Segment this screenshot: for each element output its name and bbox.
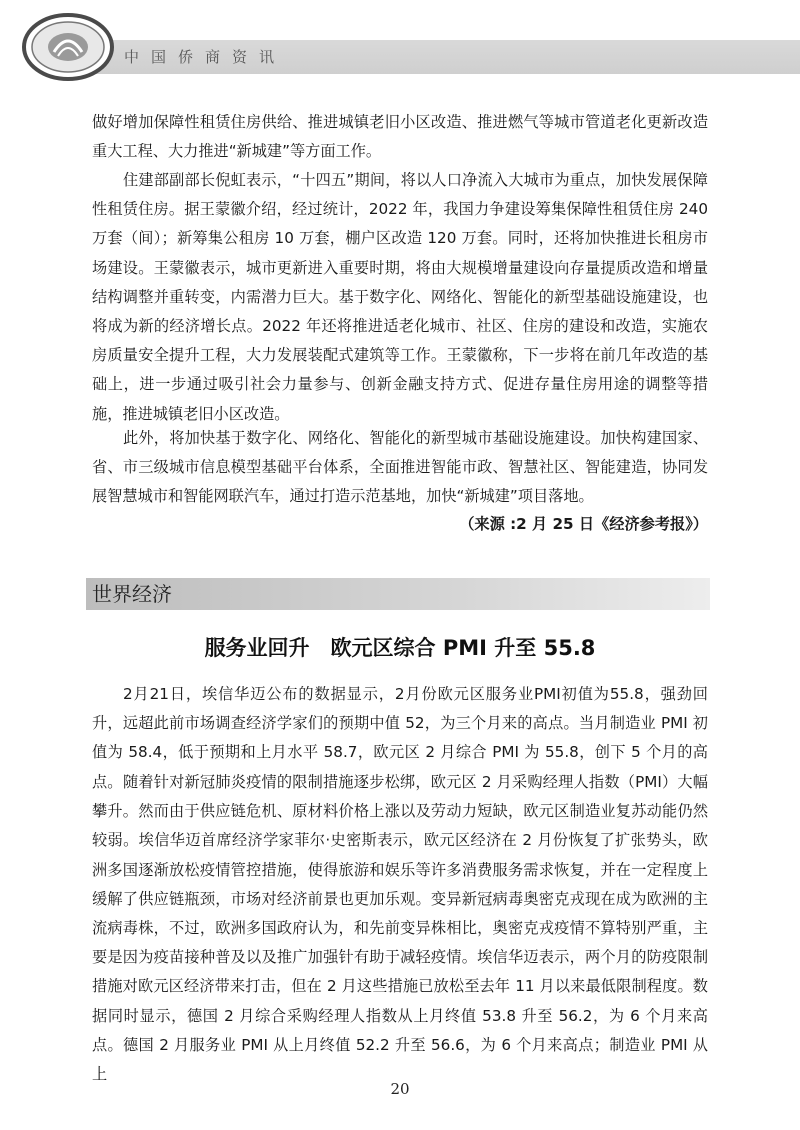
article1-paragraph: 住建部副部长倪虹表示，“十四五”期间，将以人口净流入大城市为重点，加快发展保障性租赁住房。据王蒙徽介绍，经过统计，2022 年，我国力争建设筹集保障性租赁住房 240 万套（间）；新筹集公租房 10 万套，棚户区改造 120 万套。同时，还将加快推进长租房市场建设。王蒙徽表示，城市更新进入重要时期，将由大规模增量建设向存量提质改造和增量结构调整并重转变，内需潜力巨大。基于数字化、网络化、智能化的新型基础设施建设，也将成为新的经济增长点。2022 年还将推进适老化城市、社区、住房的建设和改造，实施农房质量安全提升工程，大力发展装配式建筑等工作。王蒙徽称，下一步将在前几年改造的基础上，进一步通过吸引社会力量参与、创新金融支持方式、促进存量住房用途的调整等措施，推进城镇老旧小区改造。: [92, 171, 708, 423]
article2-paragraph: 随着针对新冠肺炎疫情的限制措施逐步松绑，欧元区 2 月采购经理人指数（PMI）大幅攀升。然而由于供应链危机、原材料价格上涨以及劳动力短缺，欧元区制造业复苏动能仍然较弱。埃信华迈首席经济学家菲尔·史密斯表示，欧元区经济在 2 月份恢复了扩张势头，欧洲多国逐渐放松疫情管控措施，使得旅游和娱乐等许多消费服务需求恢复，并在一定程度上缓解了供应链瓶颈，市场对经济前景也更加乐观。变异新冠病毒奥密克戎现在成为欧洲的主流病毒株，不过，欧洲多国政府认为，和先前变异株相比，奥密克戎疫情不算特别严重，主要是因为疫苗接种普及以及推广加强针有助于减轻疫情。埃信华迈表示，两个月的防疫限制措施对欧元区经济带来打击，但在 2 月这些措施已放松至去年 11 月以来最低限制程度。数据同时显示，德国 2 月综合采购经理人指数从上月终值 53.8 升至 56.2，为 6 个月来高点。德国 2 月服务业 PMI 从上月终值 52.2 升至 56.6，为 6 个月来高点；制造业 PMI 从上: [92, 773, 708, 1084]
section-label: 世界经济: [92, 582, 172, 606]
article1-paragraph: 此外，将加快基于数字化、网络化、智能化的新型城市基础设施建设。加快构建国家、省、市三级城市信息模型基础平台体系，全面推进智能市政、智慧社区、智能建造，协同发展智慧城市和智能网联汽车，通过打造示范基地，加快“新城建”项目落地。: [92, 429, 708, 506]
section-bar: [86, 578, 710, 610]
page-number: 20: [390, 1080, 410, 1098]
article1-source: （来源 :2 月 25 日《经济参考报》）: [459, 515, 708, 533]
article2-headline: 服务业回升 欧元区综合 PMI 升至 55.8: [204, 636, 596, 660]
article2-paragraph: 2月21日，埃信华迈公布的数据显示，2月份欧元区服务业PMI初值为55.8，强劲回升，远超此前市场调查经济学家们的预期中值 52，为三个月来的高点。当月制造业 PMI 初值为 58.4，低于预期和上月水平 58.7，欧元区 2 月综合 PMI 为 55.8，创下 5 个月的高点。: [92, 685, 708, 791]
logo-emblem-icon: [20, 12, 116, 82]
article1-paragraph: 做好增加保障性租赁住房供给、推进城镇老旧小区改造、推进燃气等城市管道老化更新改造重大工程、大力推进“新城建”等方面工作。: [92, 113, 708, 161]
header-title: 中国侨商资讯: [124, 48, 287, 66]
